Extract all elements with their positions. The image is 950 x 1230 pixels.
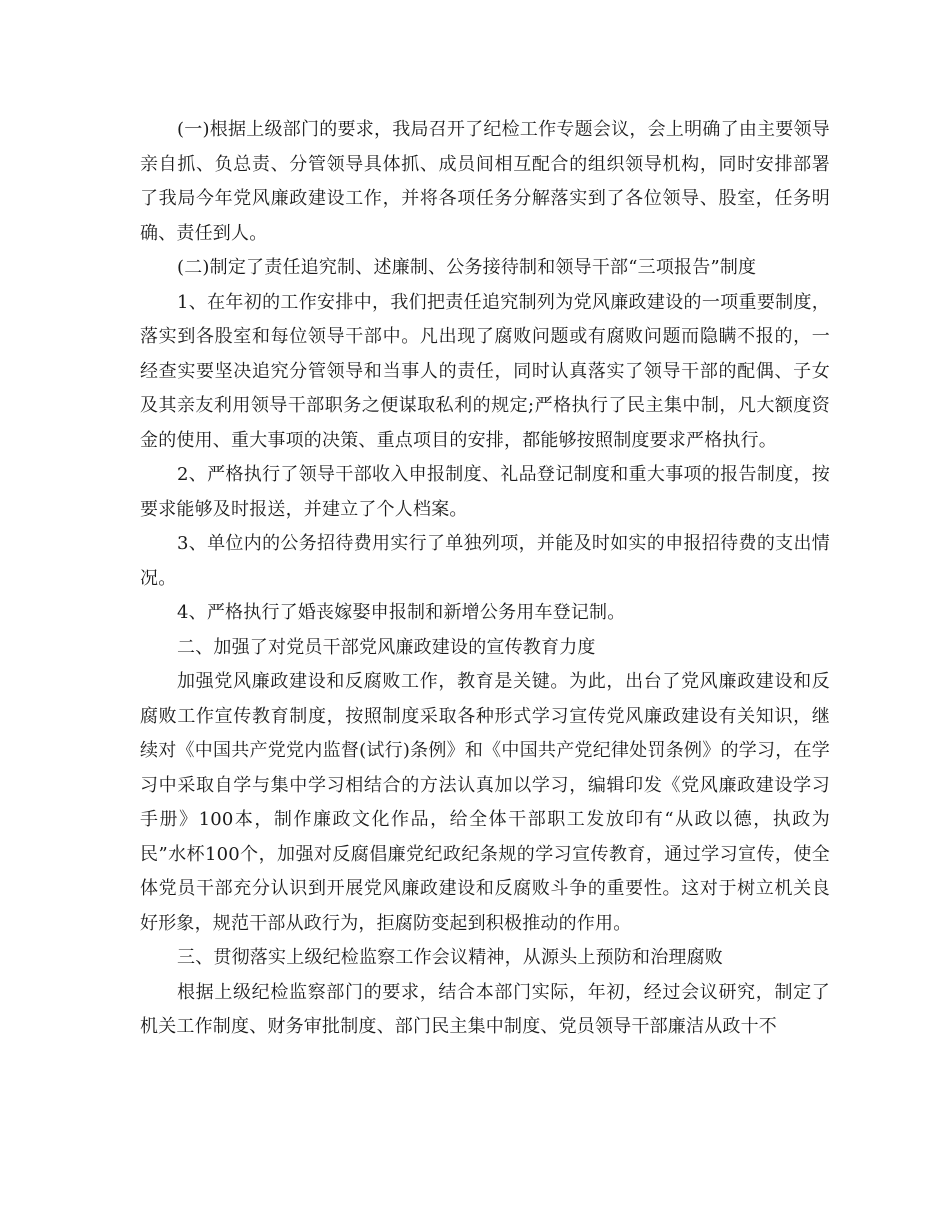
paragraph-section-1-intro: (一)根据上级部门的要求，我局召开了纪检工作专题会议，会上明确了由主要领导亲自抓、负总责、分管领导具体抓、成员间相互配合的组织领导机构，同时安排部署了我局今年党风廉政建设工作，并将各项任务分解落实到了各位领导、股室，任务明确、责任到人。 (140, 119, 830, 244)
paragraph-prevention: 根据上级纪检监察部门的要求，结合本部门实际，年初，经过会议研究，制定了机关工作制度、财务审批制度、部门民主集中制度、党员领导干部廉洁从政十不 (140, 981, 830, 1037)
paragraph-item-1: 1、在年初的工作安排中，我们把责任追究制列为党风廉政建设的一项重要制度，落实到各股室和每位领导干部中。凡出现了腐败问题或有腐败问题而隐瞒不报的，一经查实要坚决追究分管领导和当事人的责任，同时认真落实了领导干部的配偶、子女及其亲友利用领导干部职务之便谋取私利的规定;严格执行了民主集中制，凡大额度资金的使用、重大事项的决策、重点项目的安排，都能够按照制度要求严格执行。 (140, 291, 830, 451)
paragraph-item-3: 3、单位内的公务招待费用实行了单独列项，并能及时如实的申报招待费的支出情况。 (140, 533, 830, 589)
paragraph-education: 加强党风廉政建设和反腐败工作，教育是关键。为此，出台了党风廉政建设和反腐败工作宣传教育制度，按照制度采取各种形式学习宣传党风廉政建设有关知识，继续对《中国共产党党内监督(试行)条例》和《中国共产党纪律处罚条例》的学习，在学习中采取自学与集中学习相结合的方法认真加以学习，编辑印发《党风廉政建设学习手册》100本，制作廉政文化作品，给全体干部职工发放印有“从政以德，执政为民”水杯100个，加强对反腐倡廉党纪政纪条规的学习宣传教育，通过学习宣传，使全体党员干部充分认识到开展党风廉政建设和反腐败斗争的重要性。这对于树立机关良好形象，规范干部从政行为，拒腐防变起到积极推动的作用。 (140, 671, 830, 934)
paragraph-item-2: 2、严格执行了领导干部收入申报制度、礼品登记制度和重大事项的报告制度，按要求能够及时报送，并建立了个人档案。 (140, 464, 830, 520)
paragraph-item-4: 4、严格执行了婚丧嫁娶申报制和新增公务用车登记制。 (177, 602, 626, 623)
heading-part-two: 二、加强了对党员干部党风廉政建设的宣传教育力度 (177, 636, 596, 658)
heading-part-three: 三、贯彻落实上级纪检监察工作会议精神，从源头上预防和治理腐败 (177, 947, 723, 968)
document-body (140, 113, 830, 1045)
paragraph-section-2-heading: (二)制定了责任追究制、述廉制、公务接待制和领导干部“三项报告”制度 (177, 257, 757, 278)
